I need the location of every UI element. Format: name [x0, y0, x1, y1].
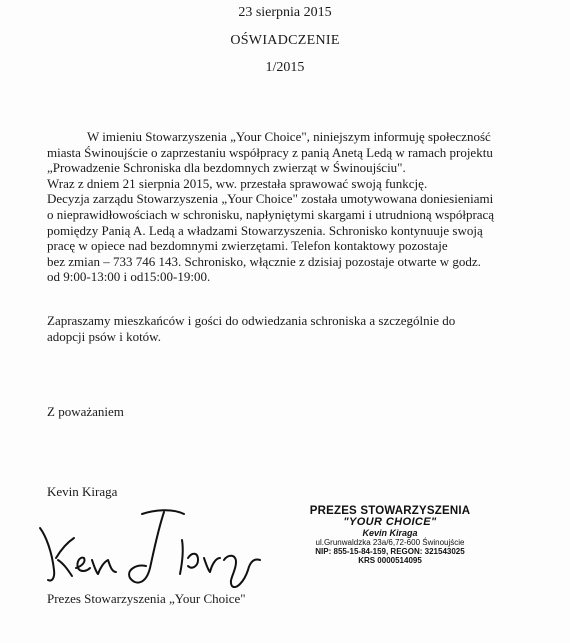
- organization-stamp: [300, 505, 480, 565]
- paragraph-line: W imieniu Stowarzyszenia „Your Choice", niniejszym informuję społeczność: [87, 129, 491, 144]
- signer-role: Prezes Stowarzyszenia „Your Choice": [47, 591, 246, 606]
- letter-number: 1/2015: [265, 60, 305, 75]
- stamp-organization: "YOUR CHOICE": [343, 516, 437, 528]
- paragraph-line: pomiędzy Panią A. Ledą a władzami Stowarzyszenia. Schronisko kontynuuje swoją: [47, 222, 483, 238]
- stamp-krs: KRS 0000514095: [358, 556, 422, 565]
- paragraph-line: adopcji psów i kotów.: [47, 328, 161, 344]
- paragraph-line: Wraz z dniem 21 sierpnia 2015, ww. przestała sprawować swoją funkcję.: [47, 175, 428, 191]
- paragraph-line: miasta Świnoujście o zaprzestaniu współpracy z panią Anetą Ledą w ramach projektu: [47, 144, 493, 160]
- stamp-tax-ids: NIP: 855-15-84-159, REGON: 321543025: [315, 547, 465, 556]
- stamp-person: Kevin Kiraga: [362, 528, 418, 538]
- signer-name: Kevin Kiraga: [47, 484, 118, 499]
- paragraph-line: od 9:00-13:00 i od15:00-19:00.: [47, 269, 211, 285]
- letter-date: 23 sierpnia 2015: [238, 5, 332, 20]
- statement-paragraph: [47, 129, 495, 285]
- stamp-title: PREZES STOWARZYSZENIA: [309, 505, 471, 517]
- stamp-address: ul.Grunwaldzka 23a/6,72-600 Świnoujście: [315, 538, 465, 547]
- closing-greeting: Z poważaniem: [47, 404, 124, 419]
- handwritten-signature: [32, 500, 272, 590]
- letter-title: OŚWIADCZENIE: [230, 33, 340, 48]
- paragraph-line: „Prowadzenie Schroniska dla bezdomnych zwierząt w Świnoujściu".: [47, 160, 406, 176]
- paragraph-line: bez zmian – 733 746 143. Schronisko, włącznie z dzisiaj pozostaje otwarte w godz.: [47, 253, 481, 269]
- paragraph-line: Zapraszamy mieszkańców i gości do odwiedzania schroniska a szczególnie do: [47, 313, 456, 328]
- paragraph-line: o nieprawidłowościach w schronisku, napłyniętymi skargami i utrudnioną współpracą: [47, 206, 495, 222]
- paragraph-line: pracę w opiece nad bezdomnymi zwierzętami. Telefon kontaktowy pozostaje: [47, 238, 448, 254]
- invitation-paragraph: [47, 313, 456, 344]
- paragraph-line: Decyzja zarządu Stowarzyszenia „Your Choice" została umotywowana doniesieniami: [47, 191, 494, 207]
